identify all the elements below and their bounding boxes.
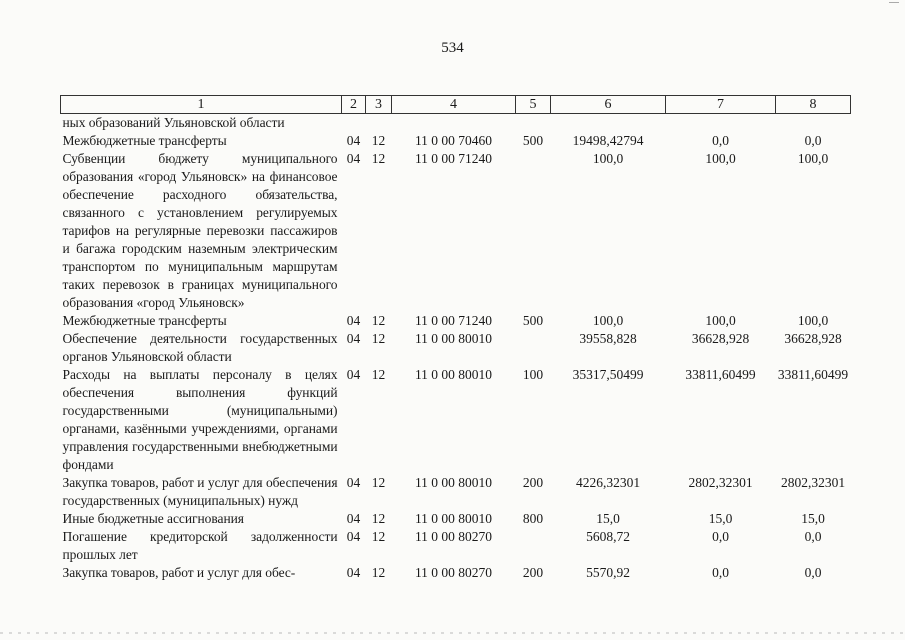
- cell-c7: 33811,60499: [685, 367, 756, 382]
- cell-c6: 100,0: [592, 151, 624, 166]
- cell-c7: 100,0: [705, 313, 736, 328]
- table-row: [61, 330, 851, 366]
- cell-c3: 12: [371, 313, 386, 328]
- header-row: [61, 96, 851, 114]
- cell-c4: 11 0 00 70460: [414, 133, 493, 148]
- row-label-cell: Межбюджетные трансферты: [62, 133, 227, 148]
- cell-c6: 100,0: [592, 313, 624, 328]
- cell-c5: 500: [522, 133, 544, 148]
- cell-c2: 04: [346, 151, 361, 166]
- row-label-cell: Погашение кредиторской задолженности прошлых лет: [62, 529, 338, 562]
- cell-c7: 36628,928: [691, 331, 750, 346]
- cell-c5: [516, 150, 551, 312]
- cell-c8: 100,0: [797, 151, 829, 166]
- cell-c6: 19498,42794: [572, 133, 644, 148]
- cell-c4: 11 0 00 80270: [414, 565, 493, 580]
- cell-c8: 2802,32301: [780, 475, 846, 490]
- cell-c3: 12: [371, 367, 386, 382]
- column-header: 2: [342, 96, 366, 114]
- cell-c8: 0,0: [804, 529, 822, 544]
- cell-c4: 11 0 00 80010: [414, 331, 493, 346]
- cell-c7: 100,0: [705, 151, 736, 166]
- cell-c3: 12: [371, 529, 386, 544]
- cell-c2: 04: [346, 475, 361, 490]
- cell-c8: 0,0: [804, 565, 822, 580]
- cell-c2: 04: [346, 529, 361, 544]
- row-label-cell: Расходы на выплаты персоналу в целях обеспечения выполнения функций государственными (муниципальными) органами, казёнными учреждениями, органами управления государственными внебюджетными фондами: [62, 367, 338, 472]
- row-label-cell: Закупка товаров, работ и услуг для обеспечения государственных (муниципальных) нужд: [62, 475, 338, 508]
- column-header: 3: [366, 96, 392, 114]
- cell-c6: [551, 114, 666, 133]
- cell-c3: 12: [371, 565, 386, 580]
- cell-c6: 5608,72: [586, 529, 630, 544]
- column-header: 5: [516, 96, 551, 114]
- cell-c8: 33811,60499: [777, 367, 849, 382]
- cell-c3: 12: [371, 133, 386, 148]
- row-label-cell: Межбюджетные трансферты: [62, 313, 227, 328]
- scan-edge-artifact: [0, 632, 905, 634]
- table-row: [61, 114, 851, 133]
- cell-c2: 04: [346, 331, 361, 346]
- table-row: [61, 150, 851, 312]
- cell-c5: [516, 330, 551, 366]
- cell-c4: [392, 114, 516, 133]
- cell-c3: 12: [371, 151, 386, 166]
- cell-c4: 11 0 00 80010: [414, 475, 493, 490]
- table-row: [61, 528, 851, 564]
- cell-c6: 4226,32301: [575, 475, 641, 490]
- table-row: [61, 366, 851, 474]
- cell-c3: 12: [371, 475, 386, 490]
- column-header: 7: [666, 96, 776, 114]
- cell-c2: 04: [346, 565, 361, 580]
- cell-c4: 11 0 00 80010: [414, 367, 493, 382]
- cell-c7: [666, 114, 776, 133]
- cell-c5: 200: [522, 565, 544, 580]
- cell-c8: 15,0: [801, 511, 825, 526]
- row-label-cell: Субвенции бюджету муниципального образования «город Ульяновск» на финансовое обеспечение расходного обязательства, связанного с установлением регулируемых тарифов на регулярные перевозки пассажиров и багажа городским наземным электрическим транспортом по муниципальным маршрутам таких перевозок в границах муниципального образования «город Ульяновск»: [62, 151, 338, 310]
- cell-c5: [516, 528, 551, 564]
- cell-c4: 11 0 00 71240: [414, 313, 493, 328]
- column-header: 4: [392, 96, 516, 114]
- cell-c3: 12: [371, 511, 386, 526]
- cell-c2: [342, 114, 366, 133]
- cell-c5: 500: [522, 313, 544, 328]
- cell-c4: 11 0 00 80010: [414, 511, 493, 526]
- column-header: 8: [776, 96, 851, 114]
- cell-c8: 36628,928: [784, 331, 842, 346]
- cell-c2: 04: [346, 511, 361, 526]
- cell-c6: 39558,828: [579, 331, 637, 346]
- column-header: 1: [61, 96, 342, 114]
- cell-c7: 0,0: [712, 529, 729, 544]
- cell-c5: 200: [522, 475, 544, 490]
- cell-c6: 35317,50499: [572, 367, 644, 382]
- cell-c5: 800: [522, 511, 544, 526]
- table-row: [61, 564, 851, 582]
- cell-c8: [776, 114, 851, 133]
- budget-table: [60, 95, 851, 582]
- cell-c7: 0,0: [712, 133, 729, 148]
- cell-c5: [516, 114, 551, 133]
- table-header: [61, 96, 851, 114]
- budget-table-container: [60, 95, 850, 582]
- row-label-cell: ных образований Ульяновской области: [62, 115, 285, 130]
- cell-c2: 04: [346, 313, 361, 328]
- cell-c3: [366, 114, 392, 133]
- cell-c8: 0,0: [804, 133, 822, 148]
- cell-c2: 04: [346, 367, 361, 382]
- cell-c3: 12: [371, 331, 386, 346]
- table-row: [61, 312, 851, 330]
- page-number: 534: [441, 40, 464, 56]
- row-label-cell: Иные бюджетные ассигнования: [62, 511, 244, 526]
- cell-c8: 100,0: [797, 313, 829, 328]
- cell-c7: 2802,32301: [688, 475, 753, 490]
- cell-c2: 04: [346, 133, 361, 148]
- table-row: [61, 510, 851, 528]
- row-label-cell: Обеспечение деятельности государственных органов Ульяновской области: [62, 331, 338, 364]
- cell-c4: 11 0 00 80270: [414, 529, 493, 544]
- column-header: 6: [551, 96, 666, 114]
- cell-c6: 15,0: [596, 511, 620, 526]
- row-label-cell: Закупка товаров, работ и услуг для обес-: [62, 565, 296, 580]
- scan-corner-mark: [889, 2, 899, 3]
- table-row: [61, 474, 851, 510]
- cell-c6: 5570,92: [586, 565, 630, 580]
- cell-c7: 0,0: [712, 565, 729, 580]
- cell-c7: 15,0: [708, 511, 733, 526]
- table-row: [61, 132, 851, 150]
- cell-c5: 100: [522, 367, 544, 382]
- table-body: [61, 114, 851, 583]
- cell-c4: 11 0 00 71240: [414, 151, 493, 166]
